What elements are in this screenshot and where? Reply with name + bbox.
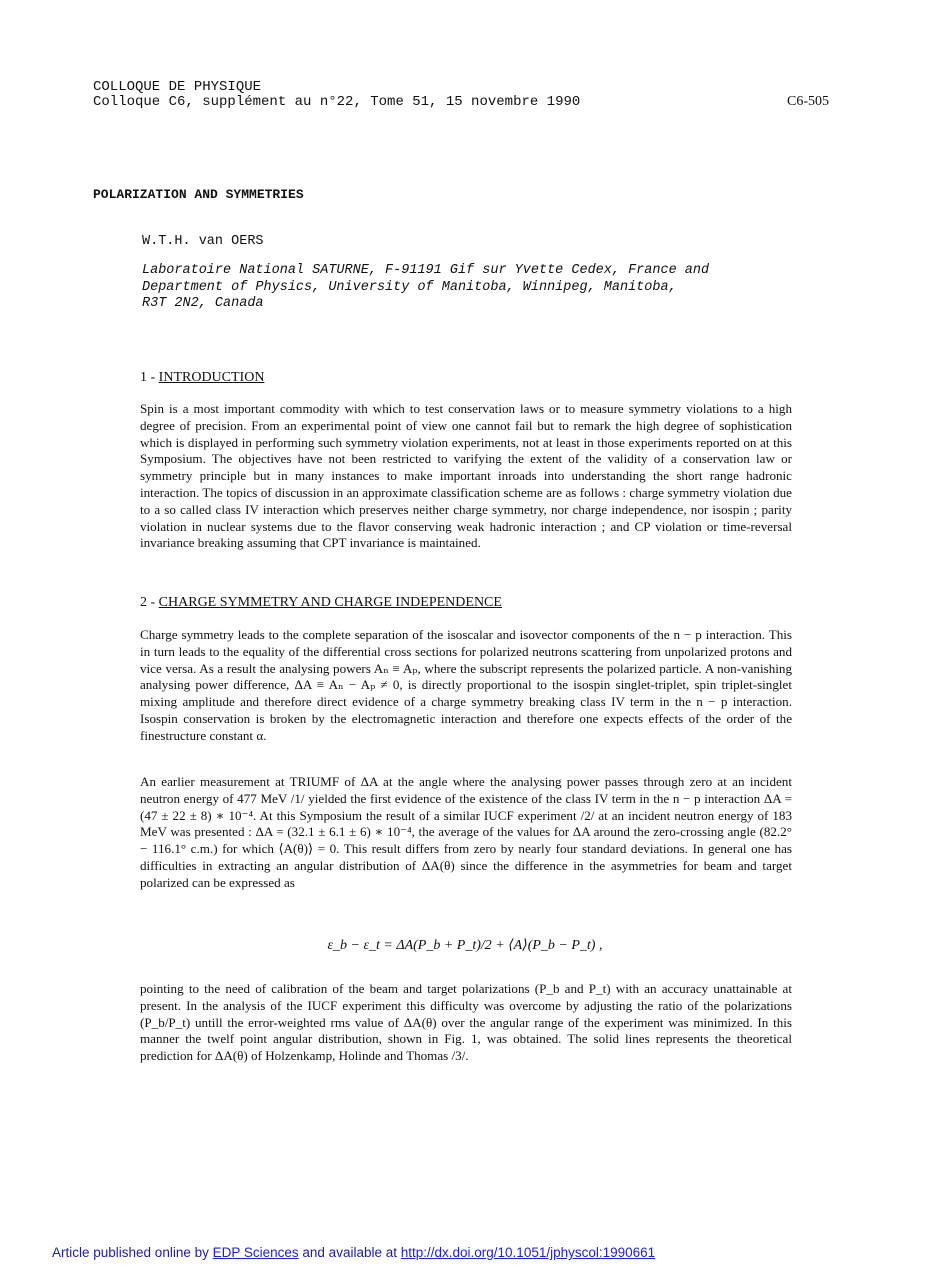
publisher-link[interactable]: EDP Sciences [212, 1245, 299, 1260]
paragraph: An earlier measurement at TRIUMF of ΔA at the angle where the analysing power passes through zero at an incident neutron energy of 477 MeV /1/ yielded the first evidence of the existence of the class IV term in the n − p interaction ΔA = (47 ± 22 ± 8) ∗ 10⁻⁴. At this Symposium the result of a similar IUCF experiment /2/ at an incident neutron energy of 183 MeV was presented : ΔA = (32.1 ± 6.1 ± 6) ∗ 10⁻⁴, the average of the values for ΔA around the zero-crossing angle (82.2° − 116.1° c.m.) for which ⟨A(θ)⟩ = 0. This result differs from zero by nearly four standard deviations. In general one has difficulties in extracting an angular distribution of ΔA(θ) since the difference in the asymmetries for beam and target polarized can be expressed as [140, 774, 792, 890]
page-number: C6-505 [787, 94, 829, 109]
section-number: 1 - [140, 370, 159, 385]
equation: ε_b − ε_t = ΔA(P_b + P_t)/2 + ⟨A⟩(P_b − P_t) , [327, 938, 603, 953]
author: W.T.H. van OERS [142, 234, 264, 249]
footer-prefix: Article published online by [52, 1245, 213, 1260]
section-number: 2 - [140, 595, 159, 610]
footer-middle: and available at [298, 1245, 401, 1260]
paragraph: Charge symmetry leads to the complete separation of the isoscalar and isovector components of the n − p interaction. This in turn leads to the equality of the differential cross sections for polarized neutrons scattering from unpolarized protons and vice versa. As a result the analysing powers Aₙ ≡ Aₚ, where the subscript represents the polarized particle. A non-vanishing analysing power difference, ΔA ≡ Aₙ − Aₚ ≠ 0, is directly proportional to the isospin singlet-triplet, spin triplet-singlet mixing amplitude and therefore direct evidence of a charge symmetry breaking class IV term in the n − p interaction. Isospin conservation is broken by the electromagnetic interaction and therefore one expects effects of the order of the finestructure constant α. [140, 627, 792, 743]
journal-issue: Colloque C6, supplément au n°22, Tome 51, 15 novembre 1990 [93, 94, 581, 110]
section-title: INTRODUCTION [158, 370, 265, 385]
doi-link[interactable]: http://dx.doi.org/10.1051/jphyscol:1990661 [400, 1245, 656, 1260]
footer-notice [52, 1245, 655, 1260]
article-title: POLARIZATION AND SYMMETRIES [93, 187, 304, 202]
section-heading-charge-symmetry [140, 595, 502, 611]
paragraph: pointing to the need of calibration of the beam and target polarizations (P_b and P_t) with an accuracy unattainable at present. In the analysis of the IUCF experiment this difficulty was overcome by adjusting the ratio of the polarizations (P_b/P_t) untill the error-weighted rms value of ΔA(θ) over the angular range of the experiment was minimized. In this manner the twelf point angular distribution, shown in Fig. 1, was obtained. The solid lines represents the theoretical prediction for ΔA(θ) of Holzenkamp, Holinde and Thomas /3/. [140, 981, 792, 1064]
affiliation: Laboratoire National SATURNE, F-91191 Gif sur Yvette Cedex, France and Department of Physics, University of Manitoba, Winnipeg, Manitoba, R3T 2N2, Canada [142, 263, 710, 311]
journal-name: COLLOQUE DE PHYSIQUE [93, 79, 262, 95]
section-title: CHARGE SYMMETRY AND CHARGE INDEPENDENCE [158, 595, 502, 610]
paragraph: Spin is a most important commodity with which to test conservation laws or to measure symmetry violations to a high degree of precision. From an experimental point of view one cannot fail but to remark the high degree of sophistication which is displayed in performing such symmetry violation experiments, not at least in those experiments reported on at this Symposium. The objectives have not been restricted to varifying the extent of the validity of a conservation law or symmetry principle but in many instances to make important inroads into understanding the short range hadronic interaction. The topics of discussion in an approximate classification scheme are as follows : charge symmetry violation due to a so called class IV interaction which preserves neither charge symmetry, nor charge independence, nor isospin ; parity violation in nuclear systems due to the flavor conserving weak hadronic interaction ; and CP violation or time-reversal invariance breaking assuming that CPT invariance is maintained. [140, 401, 792, 551]
section-heading-introduction [140, 370, 264, 386]
